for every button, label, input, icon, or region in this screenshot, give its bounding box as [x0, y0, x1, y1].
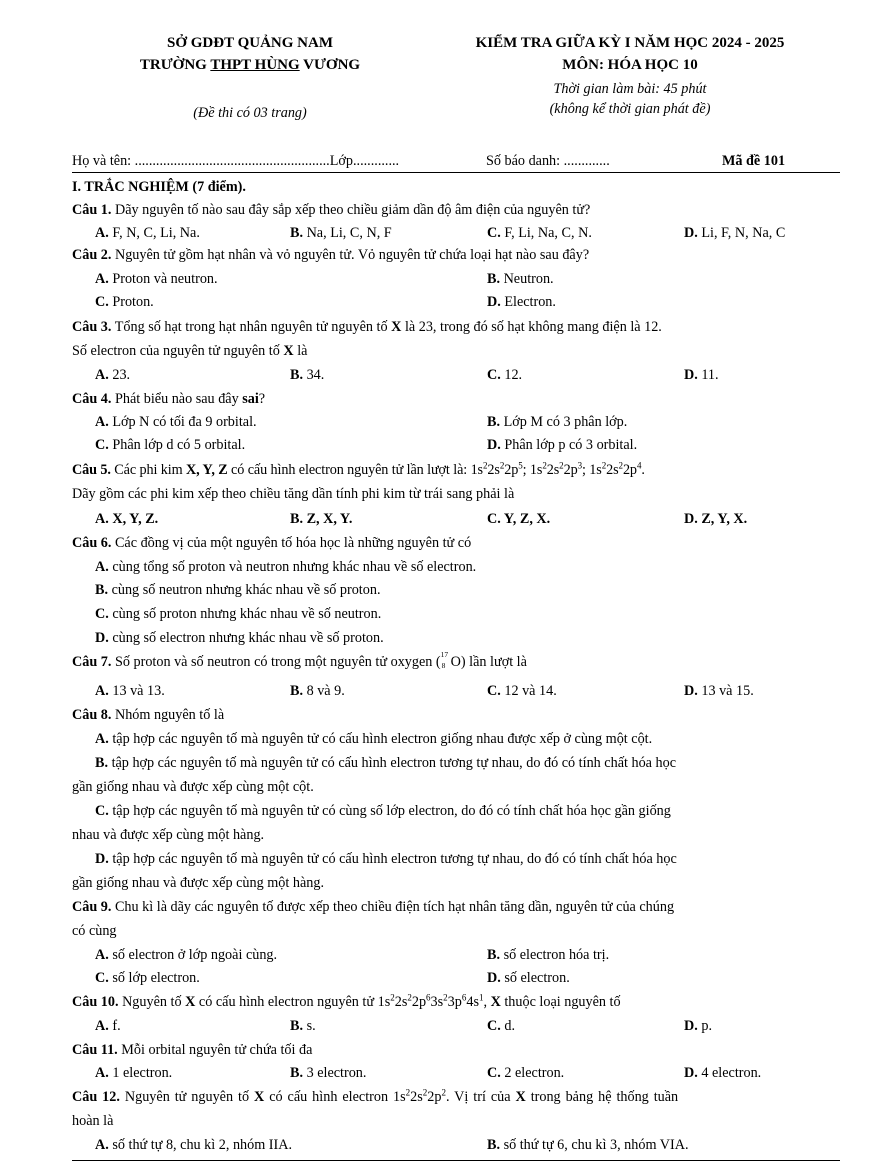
header-school: TRƯỜNG THPT HÙNG VƯƠNG — [139, 57, 361, 73]
q11-option-d: D. 4 electron. — [684, 1065, 762, 1081]
header-exam-title: KIỂM TRA GIỮA KỲ I NĂM HỌC 2024 - 2025 — [475, 35, 785, 51]
q2-option-a: A. Proton và neutron. — [95, 271, 218, 287]
q8-option-d-cont: gần giống nhau và được xếp cùng một hàng. — [72, 875, 324, 891]
question-8: Câu 8. Nhóm nguyên tố là — [72, 707, 225, 723]
q8-option-c-cont: nhau và được xếp cùng một hàng. — [72, 827, 265, 843]
header-time-note: (không kể thời gian phát đề) — [549, 101, 711, 117]
q10-option-d: D. p. — [684, 1018, 712, 1034]
q5-option-d: D. Z, Y, X. — [684, 511, 748, 527]
header-dept: SỞ GDĐT QUẢNG NAM — [167, 35, 333, 51]
q10-option-b: B. s. — [290, 1018, 316, 1034]
q4-option-a: A. Lớp N có tối đa 9 orbital. — [95, 414, 257, 430]
q1-option-a: A. F, N, C, Li, Na. — [95, 225, 200, 241]
q11-option-b: B. 3 electron. — [290, 1065, 367, 1081]
q4-option-d: D. Phân lớp p có 3 orbital. — [487, 437, 638, 453]
q8-option-b-cont: gần giống nhau và được xếp cùng một cột. — [72, 779, 314, 795]
q4-option-c: C. Phân lớp d có 5 orbital. — [95, 437, 246, 453]
q4-option-b: B. Lớp M có 3 phân lớp. — [487, 414, 628, 430]
q8-option-c: C. tập hợp các nguyên tố mà nguyên tử có cùng số lớp electron, do đó có tính chất hóa học gần giống — [95, 803, 671, 819]
question-5-line2: Dãy gồm các phi kim xếp theo chiều tăng dần tính phi kim từ trái sang phải là — [72, 486, 515, 502]
q3-option-c: C. 12. — [487, 367, 523, 383]
question-6: Câu 6. Các đồng vị của một nguyên tố hóa học là những nguyên tử có — [72, 535, 472, 551]
q7-option-c: C. 12 và 14. — [487, 683, 557, 699]
q11-option-a: A. 1 electron. — [95, 1065, 173, 1081]
question-3: Câu 3. Tổng số hạt trong hạt nhân nguyên tử nguyên tố X là 23, trong đó số hạt không mang điện là 12. — [72, 319, 662, 335]
q5-option-b: B. Z, X, Y. — [290, 511, 353, 527]
q9-option-b: B. số electron hóa trị. — [487, 947, 610, 963]
header-rule — [72, 172, 840, 173]
q6-option-a: A. cùng tổng số proton và neutron nhưng khác nhau về số electron. — [95, 559, 477, 575]
q8-option-b: B. tập hợp các nguyên tố mà nguyên tử có cấu hình electron tương tự nhau, do đó có tính chất hóa học — [95, 755, 676, 771]
q5-option-a: A. X, Y, Z. — [95, 511, 159, 527]
q3-option-d: D. 11. — [684, 367, 719, 383]
question-7: Câu 7. Số proton và số neutron có trong một nguyên tử oxygen ( 17 8 O) lần lượt là — [72, 650, 527, 670]
q1-option-c: C. F, Li, Na, C, N. — [487, 225, 592, 241]
q2-option-b: B. Neutron. — [487, 271, 554, 287]
section-title: I. TRẮC NGHIỆM (7 điểm). — [72, 179, 246, 195]
q5-option-c: C. Y, Z, X. — [487, 511, 551, 527]
q1-option-d: D. Li, F, N, Na, C — [684, 225, 786, 241]
question-1: Câu 1. Dãy nguyên tố nào sau đây sắp xếp theo chiều giảm dần độ âm điện của nguyên tử? — [72, 202, 591, 218]
q12-option-b: B. số thứ tự 6, chu kì 3, nhóm VIA. — [487, 1137, 689, 1153]
student-id-field: Số báo danh: ............. — [486, 153, 610, 169]
q2-option-c: C. Proton. — [95, 294, 154, 310]
question-10: Câu 10. Nguyên tố X có cấu hình electron nguyên tử $1s^22s^22p^63s^23p^64s^1$, X thuộc loại nguyên tố — [72, 992, 621, 1010]
q7-option-b: B. 8 và 9. — [290, 683, 345, 699]
q10-option-c: C. d. — [487, 1018, 515, 1034]
q7-option-a: A. 13 và 13. — [95, 683, 165, 699]
q3-option-b: B. 34. — [290, 367, 325, 383]
q8-option-d: D. tập hợp các nguyên tố mà nguyên tử có cấu hình electron tương tự nhau, do đó có tính chất hóa học — [95, 851, 677, 867]
question-11: Câu 11. Mỗi orbital nguyên tử chứa tối đa — [72, 1042, 313, 1058]
q7-option-d: D. 13 và 15. — [684, 683, 754, 699]
exam-code: Mã đề 101 — [722, 153, 786, 169]
q6-option-d: D. cùng số electron nhưng khác nhau về số proton. — [95, 630, 384, 646]
question-9: Câu 9. Chu kì là dãy các nguyên tố được xếp theo chiều điện tích hạt nhân tăng dần, nguyên tử của chúng — [72, 899, 675, 915]
q9-option-d: D. số electron. — [487, 970, 570, 986]
q9-option-c: C. số lớp electron. — [95, 970, 200, 986]
footer-rule — [72, 1160, 840, 1161]
student-name-field: Họ và tên: .......................................................Lớp............. — [72, 153, 400, 169]
q6-option-b: B. cùng số neutron nhưng khác nhau về số proton. — [95, 582, 381, 598]
question-3-line2: Số electron của nguyên tử nguyên tố X là — [72, 343, 308, 359]
q2-option-d: D. Electron. — [487, 294, 556, 310]
q1-option-b: B. Na, Li, C, N, F — [290, 225, 392, 241]
q12-option-a: A. số thứ tự 8, chu kì 2, nhóm IIA. — [95, 1137, 293, 1153]
question-9-line2: có cùng — [72, 923, 117, 939]
header-pages-note: (Đề thi có 03 trang) — [193, 105, 307, 121]
q10-option-a: A. f. — [95, 1018, 121, 1034]
oxygen-isotope-notation: 17 8 — [440, 650, 449, 670]
question-12-line2: hoàn là — [72, 1113, 114, 1129]
q9-option-a: A. số electron ở lớp ngoài cùng. — [95, 947, 278, 963]
question-5: Câu 5. Các phi kim X, Y, Z có cấu hình electron nguyên tử lần lượt là: $1s^22s^22p^5$; $1s^22s^22p^3$; $1s^22s^22p^4$. — [72, 460, 645, 478]
q11-option-c: C. 2 electron. — [487, 1065, 565, 1081]
header-time: Thời gian làm bài: 45 phút — [553, 81, 707, 97]
q6-option-c: C. cùng số proton nhưng khác nhau về số neutron. — [95, 606, 382, 622]
q3-option-a: A. 23. — [95, 367, 131, 383]
question-12: Câu 12. Nguyên tử nguyên tố X có cấu hình electron $1s^22s^22p^2$. Vị trí của X trong bảng hệ thống tuần — [72, 1087, 679, 1105]
header-subject: MÔN: HÓA HỌC 10 — [562, 57, 698, 73]
question-4: Câu 4. Phát biểu nào sau đây sai? — [72, 391, 266, 407]
question-2: Câu 2. Nguyên tử gồm hạt nhân và vỏ nguyên tử. Vỏ nguyên tử chứa loại hạt nào sau đây? — [72, 247, 590, 263]
q8-option-a: A. tập hợp các nguyên tố mà nguyên tử có cấu hình electron giống nhau được xếp ở cùng một cột. — [95, 731, 653, 747]
